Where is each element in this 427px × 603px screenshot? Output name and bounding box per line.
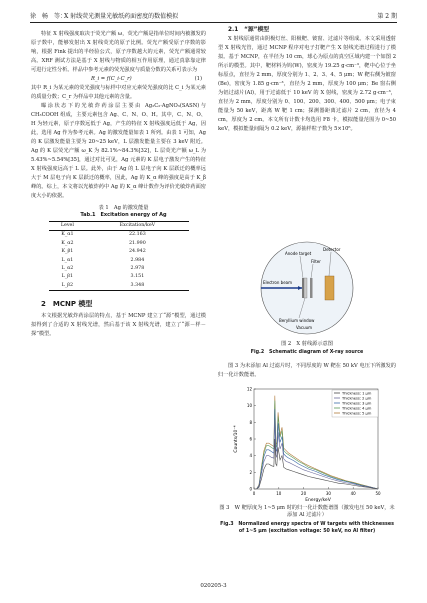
subsection-heading-source: 2.1 “源”模型 bbox=[228, 27, 270, 33]
header-title: X 射线荧光测量光敏纸药面密度的数值模拟 bbox=[64, 13, 179, 20]
series-line bbox=[256, 439, 378, 489]
equation-1 bbox=[31, 75, 206, 84]
equation-number: (1) bbox=[194, 76, 202, 82]
table-cell-energy: 3.348 bbox=[130, 282, 145, 288]
y-tick-label: 6 bbox=[249, 436, 252, 442]
label-detector: Detector bbox=[323, 247, 341, 252]
paragraph-mcnp-intro: 本文根据光敏炸药涂层的特点，基于 MCNP 建立了“源”模型，通过模拟得到了合适的 X 射线光谱，然后基于该 X 射线光谱，建立了“源－样－探”模型。 bbox=[31, 313, 206, 338]
legend-entry: Thickness: 4 μm bbox=[342, 406, 372, 411]
table-caption-en: Tab.1 Excitation energy of Ag bbox=[80, 212, 167, 218]
table-cell-energy: 21.990 bbox=[128, 240, 146, 246]
fig3-caption-cn: 图 3 W 靶厚度为 1~5 μm 时的归一化计数能谱图（激发电压 50 keV，未添加 Al 过滤片） bbox=[219, 505, 395, 518]
section-heading-mcnp: 2 MCNP 模型 bbox=[41, 300, 93, 309]
y-axis-label: Counts/10⁻⁴ bbox=[234, 425, 239, 453]
header-authors: 徐 畅 等： bbox=[30, 13, 67, 20]
table-cell-level: L_β1 bbox=[61, 274, 74, 280]
legend-entry: Thickness: 1 μm bbox=[342, 391, 372, 396]
table-cell-level: K_α2 bbox=[61, 240, 74, 246]
paragraph-fig3-intro: 图 3 为未添加 Al 过滤片时，不同厚度的 W 靶在 50 kV 电压下所激发的归一化计数能谱。 bbox=[218, 363, 396, 378]
table-cell-energy: 24.942 bbox=[128, 249, 146, 255]
table-cell-energy: 3.151 bbox=[130, 274, 145, 280]
y-tick-label: 8 bbox=[249, 419, 252, 425]
detector-shape bbox=[325, 276, 334, 300]
x-tick-label: 50 bbox=[375, 491, 381, 496]
table-row bbox=[49, 257, 189, 265]
header-issue: 第 2 期 bbox=[377, 13, 397, 20]
y-tick-label: 4 bbox=[249, 453, 252, 459]
table-caption-cn: 表 1 Ag 的激发能量 bbox=[98, 205, 149, 211]
paragraph-equation-terms: 其中 R_i 为某元素的荧光强度与标样中对应元素荧光强度的比 C_i 为某元素的质量分数；C_r 为样品中其他元素的含量。 bbox=[31, 85, 206, 100]
filter-shape bbox=[310, 278, 313, 298]
label-electron-beam: Electron beam bbox=[263, 280, 293, 285]
y-tick-label: 2 bbox=[249, 469, 252, 475]
table-cell-level: K_β1 bbox=[61, 249, 74, 255]
label-anode-target: Anode target bbox=[285, 251, 312, 256]
table-cell-level: L_α1 bbox=[61, 257, 74, 263]
left-column bbox=[31, 30, 206, 339]
xray-source-schematic bbox=[253, 238, 361, 338]
legend-entry: Thickness: 2 μm bbox=[342, 396, 372, 401]
table-row bbox=[49, 240, 189, 248]
table-row bbox=[49, 273, 189, 281]
excitation-energy-table bbox=[49, 221, 189, 291]
table-cell-energy: 2.984 bbox=[130, 257, 145, 263]
table-cell-level: L_α2 bbox=[61, 266, 74, 272]
equation-body: R_i = f(C_i·C_r) bbox=[91, 76, 132, 82]
paragraph-fig3-intro-wrap bbox=[218, 362, 396, 380]
x-tick-label: 40 bbox=[350, 491, 356, 496]
x-tick-label: 10 bbox=[276, 491, 282, 496]
table-row bbox=[49, 265, 189, 273]
x-tick-label: 20 bbox=[301, 491, 307, 496]
x-tick-label: 30 bbox=[325, 491, 331, 496]
table-row bbox=[49, 231, 189, 240]
table-header-row bbox=[49, 222, 189, 231]
anode-target-shape bbox=[302, 278, 304, 298]
paragraph-fluorescence-yield: 特征 X 射线强度取决于荧光产额 ω，荧光产额是指单位时间内被激发的原子数中，能够发射出 X 射线荧光的原子比例。荧光产额受原子序数的影响，根据 Fink 提出的半经验公式，原子序数越大的元素，荧光产额通常较高。XRF 测试方法是基于 X 射线与物质的相互作用原理，通过真靠靠定律可进行定性分析。样品中参考元素的荧光强度与质量分数的关系可表示为 bbox=[31, 31, 206, 73]
table-header-energy: Excitation/keV bbox=[119, 223, 156, 228]
x-tick-label: 0 bbox=[252, 491, 256, 496]
fig2-caption-cn: 图 2 X 射线源示意图 bbox=[281, 341, 333, 347]
fig3-caption-en: Fig.3 Normalized energy spectra of W targets with thicknesses of 1~5 μm (excitation voltage: 50 keV, no Al filter) bbox=[220, 522, 394, 534]
table-cell-level: K_α1 bbox=[61, 232, 74, 238]
legend-entry: Thickness: 3 μm bbox=[342, 401, 372, 406]
table-cell-energy: 22.163 bbox=[128, 232, 146, 238]
table-header-level: Level bbox=[60, 223, 74, 228]
header-rule bbox=[30, 22, 397, 23]
legend-entry: Thickness: 5 μm bbox=[342, 411, 372, 416]
table-row bbox=[49, 282, 189, 291]
y-tick-label: 10 bbox=[246, 403, 252, 409]
table-cell-energy: 2.978 bbox=[130, 266, 145, 272]
y-tick-label: 12 bbox=[246, 386, 252, 392]
paragraph-source-model: X 射线原通常由阴极灯丝、阳极靶、铍窗、过滤片等组成。本文采用透射型 X 射线光管，通过 MCNP 程序对电子打靶产生 X 射线光谱过程进行了模拟。基于 MCNP，在半径为 10 cm，球心为原点的真空区域内建一个如图 2 所示的模型。其中，靶材料为钨(W)，密度为 19.25 g·cm⁻³，靶中心位于坐标原点，直径为 2 mm，厚度分别为 1、2、3、4、5 μm；W 靶右侧为铍窗(Be)，密度为 1.85 g·cm⁻³，直径为 2 mm，厚度为 100 μm；Be 窗右侧为铝过滤片(Al)，用于过滤低于 10 keV 的 X 射线，密度为 2.72 g·cm⁻³，直径为 2 mm，厚度分别为 0、100、200、300、400、500 μm；电子束能量为 50 keV，距离 W 靶 1 cm；探测器距离过滤片 2 cm，直径为 4 cm，厚度为 2 cm。本文所有计数卡均选用 F8 卡，模拟能量范围为 0~50 keV，模拟能量间隔为 0.2 keV，源抽样粒子数为 5×10⁶。 bbox=[218, 36, 396, 132]
label-beryllium-window: Beryllium window bbox=[279, 318, 315, 323]
table-cell-level: L_β2 bbox=[61, 282, 74, 288]
plot-area bbox=[247, 387, 381, 497]
beryllium-window-shape bbox=[304, 278, 307, 298]
right-column bbox=[218, 26, 396, 134]
label-filter: Filter bbox=[311, 259, 321, 264]
y-tick-label: 0 bbox=[249, 486, 252, 492]
table-row bbox=[49, 248, 189, 256]
energy-spectrum-chart bbox=[232, 383, 382, 503]
fig2-caption-en: Fig.2 Schematic diagram of X-ray source bbox=[250, 350, 364, 355]
paragraph-ag-reference: 曝涂状态下的光敏炸药涂层主要由 Ag₂C₂·AgNO₃(SASN)与 CH₃COOH 组成，主要元素包含 Ag、C、N、O、H。其中，C、N、O、H 为轻元素，原子序数远低于 Ag，产生的特征 X 射线强度远低于 Ag，因此，选用 Ag 作为参考元素。Ag 的激发能量如表 1 所列。由表 1 可知，Ag 的 K 层激发能量主要为 20~25 keV，L 层激发能量主要在 3 keV 附近。Ag 的 K 层荧光产额 ω_K 为 82.1%~84.3%[32]，L 层荧光产额 ω_L 为 5.43%~5.54%[35]，通过对比可见，Ag 元素的 K 层电子激发产生的特征 X 射线强度远高于 L 层。此外，由于 Ag 的 L 层电子向 K 层跃迁的概率远大于 M 层电子向 K 层跃迁的概率，因此，Ag 的 K_α 峰的强度是高于 K_β 峰的。综上，本文将以光敏炸药中 Ag 的 K_α 峰计数作为评价光敏炸药面密度大小的依据。 bbox=[31, 103, 206, 199]
running-header bbox=[30, 9, 397, 21]
label-vacuum: Vacuum bbox=[296, 325, 313, 330]
page-footer: 020205-3 bbox=[200, 583, 227, 589]
x-axis-label: Energy/keV bbox=[305, 498, 331, 503]
